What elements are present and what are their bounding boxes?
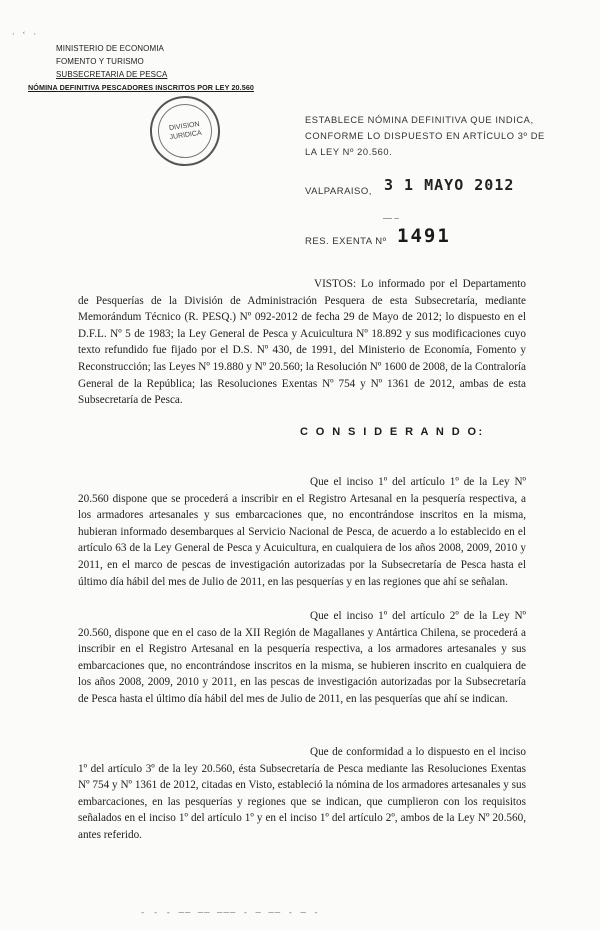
considerando-heading: C O N S I D E R A N D O: bbox=[300, 426, 485, 438]
document-subject: NÓMINA DEFINITIVA PESCADORES INSCRITOS POR LEY 20.560 bbox=[28, 83, 255, 92]
scan-specks: · ‘ · bbox=[12, 30, 39, 39]
ministry-name-2: FOMENTO Y TURISMO bbox=[56, 57, 144, 66]
considerando-paragraph-1: Que el inciso 1º del artículo 1º de la Ley Nº 20.560 dispone que se procederá a inscribir en el Registro Artesanal en la pesquería respectiva, a los armadores artesanales y sus embarcaciones que, no encontrándose inscritos en la misma, hubieran informado desembarques al Servicio Nacional de Pesca, de acuerdo a lo establecido en el artículo 63 de la Ley General de Pesca y Acuicultura, en cualquiera de los años 2008, 2009, 2010 y 2011, en el marco de pescas de investigación autorizadas por la Subsecretaría de Pesca hasta el último día hábil del mes de Julio de 2011, en las pesquerías y en las regiones que ahí se señalan. bbox=[78, 476, 526, 588]
considerando-paragraph-2: Que el inciso 1º del artículo 2º de la Ley Nº 20.560, dispone que en el caso de la XII Región de Magallanes y Antártica Chilena, se procederá a inscribir en el Registro Artesanal en la pesquería respectiva, a los armadores artesanales y sus embarcaciones que, no encontrándose inscritos en la misma, se hubieren inscrito en cualquiera de los años 2008, 2009, 2010 y 2011, en las pescas de investigación autorizadas por la Subsecretaría de Pesca hasta el último día hábil del mes de Julio de 2011, en las pesquerías que ahí se indican. bbox=[78, 610, 526, 705]
vistos-paragraph: VISTOS: Lo informado por el Departamento de Pesquerías de la División de Administración Pesquera de esta Subsecretaría, mediante Memorándum Técnico (R. PESQ.) Nº 092-2012 de fecha 29 de Mayo de 2012; lo dispuesto en el D.F.L. Nº 5 de 1983; la Ley General de Pesca y Acuicultura Nº 18.892 y sus modificaciones cuyo texto refundido fue fijado por el D.S. Nº 430, de 1991, del Ministerio de Economía, Fomento y Reconstrucción; las Leyes Nº 19.880 y Nº 20.560; la Resolución Nº 1600 de 2008, de la Contraloría General de la República; las Resoluciones Exentas Nº 754 y Nº 1361 de 2012, ambas de esta Subsecretaría de Pesca. bbox=[78, 278, 526, 407]
stamp-line-1: DIVISION bbox=[168, 120, 201, 133]
place-label: VALPARAISO, bbox=[305, 186, 372, 197]
resolution-number: 1491 bbox=[397, 225, 451, 247]
ministry-name: MINISTERIO DE ECONOMIA bbox=[56, 44, 164, 53]
date-stamp: 3 1 MAYO 2012 bbox=[384, 176, 515, 194]
considerando-paragraph-3: Que de conformidad a lo dispuesto en el inciso 1º del artículo 3º de la ley 20.560, ésta Subsecretaría de Pesca mediante las Resoluciones Exentas Nº 754 y Nº 1361 de 2012, citadas en Visto, estableció la nómina de los armadores artesanales y sus embarcaciones, en las pesquerías y regiones que se indican, que cumplieron con los requisitos señalados en el inciso 1º del artículo 1º y en el inciso 1º del artículo 2º, ambos de la Ley Nº 20.560, antes referido. bbox=[78, 746, 526, 841]
subsecretaria-name: SUBSECRETARIA DE PESCA bbox=[56, 70, 168, 79]
footer-marks: - - - —— —— ——— - — —— - — - bbox=[140, 908, 320, 918]
resolution-title: ESTABLECE NÓMINA DEFINITIVA QUE INDICA, CONFORME LO DISPUESTO EN ARTÍCULO 3º DE LA LEY Nº 20.560. bbox=[305, 115, 545, 157]
resolution-label: RES. EXENTA Nº bbox=[305, 236, 387, 247]
letterhead bbox=[28, 42, 254, 94]
division-juridica-stamp bbox=[145, 91, 224, 170]
stamp-line-2: JURIDICA bbox=[169, 129, 203, 142]
res-dash-mark: — – bbox=[383, 213, 399, 223]
